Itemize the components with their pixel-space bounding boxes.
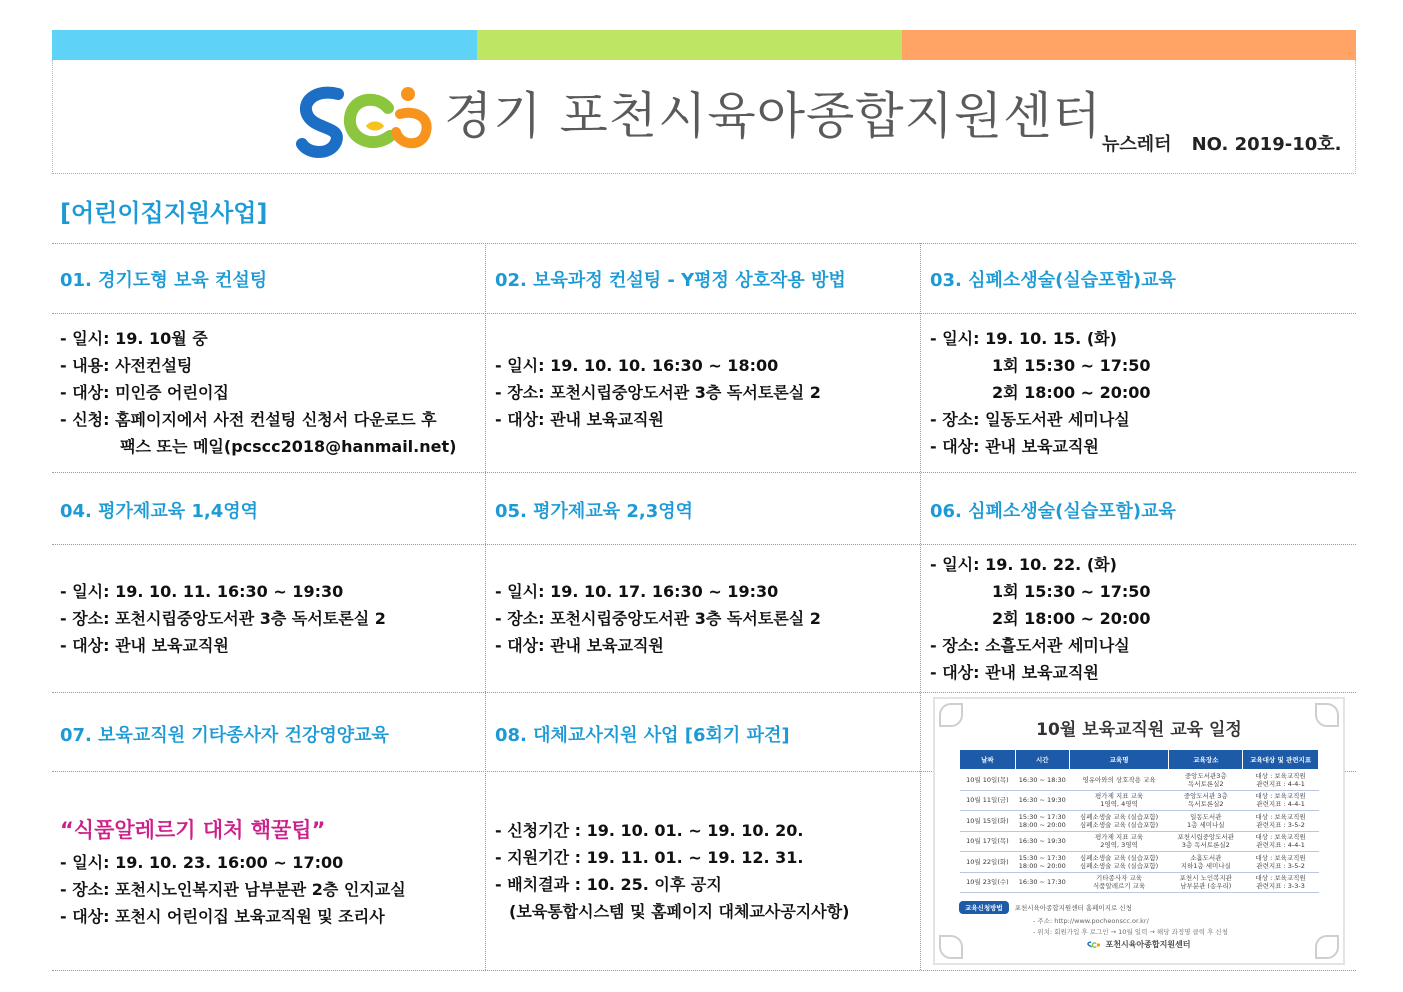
detail-line: - 일시: 19. 10월 중 bbox=[60, 329, 208, 348]
table-row bbox=[960, 790, 1319, 811]
detail-line: - 대상: 관내 보육교직원 bbox=[495, 410, 664, 429]
detail-line: - 일시: 19. 10. 17. 16:30 ~ 19:30 bbox=[495, 582, 779, 601]
detail-line: - 대상: 관내 보육교직원 bbox=[930, 437, 1099, 456]
table-cell: 심폐소생술 교육 (실습포함) 심폐소생술 교육 (실습포함) bbox=[1069, 852, 1169, 873]
table-header: 교육장소 bbox=[1169, 750, 1243, 770]
detail-line: - 대상: 관내 보육교직원 bbox=[60, 636, 229, 655]
program-07-highlight: “식품알레르기 대처 핵꿀팁” bbox=[60, 818, 326, 842]
apply-text: 포천시육아종합지원센터 홈페이지로 신청 bbox=[1014, 904, 1132, 912]
detail-line: - 일시: 19. 10. 22. (화) bbox=[930, 555, 1117, 574]
table-row bbox=[960, 872, 1319, 893]
poster-schedule-table bbox=[959, 749, 1319, 893]
detail-line: - 장소: 일동도서관 세미나실 bbox=[930, 410, 1130, 429]
detail-line: - 일시: 19. 10. 11. 16:30 ~ 19:30 bbox=[60, 582, 344, 601]
table-cell: 16:30 ~ 19:30 bbox=[1015, 790, 1069, 811]
header-band-blue bbox=[52, 30, 477, 60]
newsletter-label: 뉴스레터 bbox=[1102, 134, 1172, 155]
table-cell: 10월 22일(화) bbox=[960, 852, 1016, 873]
detail-line: (보육통합시스템 및 홈페이지 대체교사공지사항) bbox=[509, 902, 850, 921]
table-cell: 대상 : 보육교직원 관련지표 : 4-4-1 bbox=[1243, 831, 1319, 852]
poster-title: 10월 보육교직원 교육 일정 bbox=[1036, 720, 1242, 740]
table-cell: 영유아와의 상호작용 교육 bbox=[1069, 770, 1169, 791]
table-cell: 15:30 ~ 17:30 18:00 ~ 20:00 bbox=[1015, 811, 1069, 832]
poster-footer bbox=[935, 939, 1343, 950]
program-07-details bbox=[60, 849, 406, 930]
poster-apply-note bbox=[959, 901, 1228, 936]
table-cell: 10월 10일(목) bbox=[960, 770, 1016, 791]
header-band-orange bbox=[902, 30, 1356, 60]
apply-sub: - 주소: http://www.pocheonscc.or.kr/ bbox=[1033, 917, 1149, 925]
detail-line: 1회 15:30 ~ 17:50 bbox=[992, 356, 1151, 375]
table-header: 날짜 bbox=[960, 750, 1016, 770]
table-row bbox=[960, 770, 1319, 791]
program-08-title: 08. 대체교사지원 사업 [6회기 파견] bbox=[495, 725, 790, 746]
program-04-details bbox=[60, 578, 386, 659]
detail-line: - 지원기간 : 19. 11. 01. ~ 19. 12. 31. bbox=[495, 848, 804, 867]
table-cell: 대상 : 보육교직원 관련지표 : 3-3-3 bbox=[1243, 872, 1319, 893]
mini-logo-icon bbox=[1087, 940, 1101, 950]
program-05-title: 05. 평가제교육 2,3영역 bbox=[495, 501, 694, 522]
apply-tag: 교육신청방법 bbox=[959, 901, 1009, 914]
table-cell: 대상 : 보육교직원 관련지표 : 3-5-2 bbox=[1243, 811, 1319, 832]
newsletter-issue bbox=[1102, 130, 1341, 156]
detail-line: - 장소: 포천시립중앙도서관 3층 독서토론실 2 bbox=[495, 609, 821, 628]
table-cell: 평가제 지표 교육 2영역, 3영역 bbox=[1069, 831, 1169, 852]
program-02-details bbox=[495, 352, 821, 433]
issue-number: NO. 2019-10호. bbox=[1191, 134, 1342, 155]
program-07-title: 07. 보육교직원 기타종사자 건강영양교육 bbox=[60, 725, 389, 746]
detail-line: - 장소: 소흘도서관 세미나실 bbox=[930, 636, 1130, 655]
table-cell: 대상 : 보육교직원 관련지표 : 4-4-1 bbox=[1243, 770, 1319, 791]
center-name-title: 경기 포천시육아종합지원센터 bbox=[444, 87, 1102, 145]
header-band-green bbox=[477, 30, 902, 60]
table-cell: 평가제 지표 교육 1영역, 4영역 bbox=[1069, 790, 1169, 811]
detail-line: 2회 18:00 ~ 20:00 bbox=[992, 383, 1151, 402]
table-cell: 16:30 ~ 18:30 bbox=[1015, 770, 1069, 791]
table-cell: 16:30 ~ 17:30 bbox=[1015, 872, 1069, 893]
apply-sub: - 위치: 회원가입 후 로그인 → 10월 일력 → 해당 과정명 클릭 후 신청 bbox=[1033, 928, 1228, 936]
detail-line: - 일시: 19. 10. 15. (화) bbox=[930, 329, 1117, 348]
table-header: 시간 bbox=[1015, 750, 1069, 770]
center-logo-icon bbox=[296, 80, 436, 160]
table-cell: 16:30 ~ 19:30 bbox=[1015, 831, 1069, 852]
table-header: 교육대상 및 관련지표 bbox=[1243, 750, 1319, 770]
table-header: 교육명 bbox=[1069, 750, 1169, 770]
program-01-details bbox=[60, 325, 456, 460]
table-cell: 중앙도서관3층 독서토론실2 bbox=[1169, 770, 1243, 791]
table-cell: 10월 23일(수) bbox=[960, 872, 1016, 893]
schedule-poster bbox=[933, 697, 1345, 965]
detail-line: - 대상: 미인증 어린이집 bbox=[60, 383, 229, 402]
program-08-details bbox=[495, 817, 849, 925]
detail-line: - 장소: 포천시립중앙도서관 3층 독서토론실 2 bbox=[60, 609, 386, 628]
table-row bbox=[960, 831, 1319, 852]
detail-line: - 대상: 관내 보육교직원 bbox=[495, 636, 664, 655]
program-01-title: 01. 경기도형 보육 컨설팅 bbox=[60, 270, 268, 291]
table-cell: 기타종사자 교육 식품알레르기 교육 bbox=[1069, 872, 1169, 893]
table-row bbox=[960, 852, 1319, 873]
table-cell: 중앙도서관 3층 독서토론실2 bbox=[1169, 790, 1243, 811]
program-06-title: 06. 심폐소생술(실습포함)교육 bbox=[930, 501, 1176, 522]
detail-line: - 장소: 포천시노인복지관 남부분관 2층 인지교실 bbox=[60, 880, 406, 899]
table-cell: 10월 17일(목) bbox=[960, 831, 1016, 852]
program-03-details bbox=[930, 325, 1151, 460]
table-cell: 심폐소생술 교육 (실습포함) 심폐소생술 교육 (실습포함) bbox=[1069, 811, 1169, 832]
table-cell: 대상 : 보육교직원 관련지표 : 4-4-1 bbox=[1243, 790, 1319, 811]
table-cell: 일동도서관 1층 세미나실 bbox=[1169, 811, 1243, 832]
table-row bbox=[960, 811, 1319, 832]
detail-line: - 일시: 19. 10. 10. 16:30 ~ 18:00 bbox=[495, 356, 779, 375]
detail-line: - 내용: 사전컨설팅 bbox=[60, 356, 193, 375]
detail-line: 1회 15:30 ~ 17:50 bbox=[992, 582, 1151, 601]
table-cell: 10월 11일(금) bbox=[960, 790, 1016, 811]
detail-line: 팩스 또는 메일(pcscc2018@hanmail.net) bbox=[120, 437, 457, 456]
table-cell: 15:30 ~ 17:30 18:00 ~ 20:00 bbox=[1015, 852, 1069, 873]
detail-line: - 대상: 포천시 어린이집 보육교직원 및 조리사 bbox=[60, 907, 385, 926]
section-title: [어린이집지원사업] bbox=[60, 199, 268, 227]
program-03-title: 03. 심폐소생술(실습포함)교육 bbox=[930, 270, 1176, 291]
table-cell: 10월 15일(화) bbox=[960, 811, 1016, 832]
program-05-details bbox=[495, 578, 821, 659]
table-cell: 소흘도서관 지하1층 세미나실 bbox=[1169, 852, 1243, 873]
detail-line: 2회 18:00 ~ 20:00 bbox=[992, 609, 1151, 628]
detail-line: - 신청: 홈페이지에서 사전 컨설팅 신청서 다운로드 후 bbox=[60, 410, 437, 429]
table-cell: 포천시립중앙도서관 3층 독서토론실2 bbox=[1169, 831, 1243, 852]
detail-line: - 배치결과 : 10. 25. 이후 공지 bbox=[495, 875, 722, 894]
detail-line: - 일시: 19. 10. 23. 16:00 ~ 17:00 bbox=[60, 853, 344, 872]
program-04-title: 04. 평가제교육 1,4영역 bbox=[60, 501, 259, 522]
detail-line: - 장소: 포천시립중앙도서관 3층 독서토론실 2 bbox=[495, 383, 821, 402]
table-cell: 대상 : 보육교직원 관련지표 : 3-5-2 bbox=[1243, 852, 1319, 873]
detail-line: - 대상: 관내 보육교직원 bbox=[930, 663, 1099, 682]
detail-line: - 신청기간 : 19. 10. 01. ~ 19. 10. 20. bbox=[495, 821, 804, 840]
table-cell: 포천시 노인복지관 남부분관 (송우리) bbox=[1169, 872, 1243, 893]
poster-footer-text: 포천시육아종합지원센터 bbox=[1105, 940, 1191, 949]
program-06-details bbox=[930, 551, 1151, 686]
program-02-title: 02. 보육과정 컨설팅 - Y평정 상호작용 방법 bbox=[495, 270, 846, 291]
